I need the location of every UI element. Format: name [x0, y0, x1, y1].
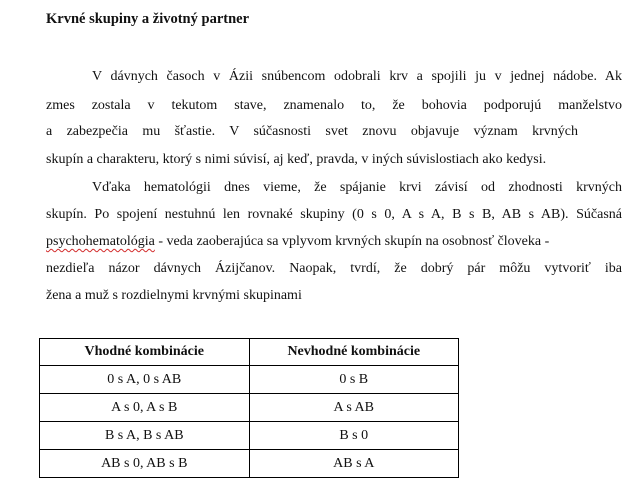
table-cell: AB s A — [249, 450, 459, 478]
table-row — [40, 422, 459, 450]
table-cell: 0 s A, 0 s AB — [40, 366, 250, 394]
table-cell: A s AB — [249, 394, 459, 422]
blood-combination-table — [39, 338, 459, 478]
table-cell: 0 s B — [249, 366, 459, 394]
paragraph2-line3-rest: - veda zaoberajúca sa vplyvom krvných skupín na osobnosť človeka - — [154, 234, 550, 249]
header-unsuitable: Nevhodné kombinácie — [249, 339, 459, 366]
paragraph2-line4: nezdieľa názor dávnych Ázijčanov. Naopak, tvrdí, že dobrý pár môžu vytvoriť iba — [46, 261, 622, 276]
table-row — [40, 366, 459, 394]
table-header-row — [40, 339, 459, 366]
paragraph2-line2: skupín. Po spojení nestuhnú len rovnaké skupiny (0 s 0, A s A, B s B, AB s AB). Súčasná — [46, 207, 622, 222]
table-cell: AB s 0, AB s B — [40, 450, 250, 478]
header-suitable: Vhodné kombinácie — [40, 339, 250, 366]
paragraph2-line3 — [46, 233, 549, 251]
paragraph1-line2: zmes zostala v tekutom stave, znamenalo to, že bohovia podporujú manželstvo — [46, 98, 622, 113]
paragraph1-line3: a zabezpečia mu šťastie. V súčasnosti svet znovu objavuje význam krvných — [46, 124, 578, 139]
paragraph1-line1: V dávnych časoch v Ázii snúbencom odobrali krv a spojili ju v jednej nádobe. Ak — [92, 69, 622, 84]
spellcheck-underlined-word: psychohematológia — [46, 234, 155, 249]
paragraph1-line4: skupín a charakteru, ktorý s nimi súvisí, aj keď, pravda, v iných súvislostiach ako kedysi. — [46, 152, 547, 167]
table-cell: B s A, B s AB — [40, 422, 250, 450]
table-cell: B s 0 — [249, 422, 459, 450]
table-row — [40, 394, 459, 422]
paragraph2-line5: žena a muž s rozdielnymi krvnými skupinami — [46, 288, 302, 303]
document-title: Krvné skupiny a životný partner — [46, 11, 250, 27]
table-cell: A s 0, A s B — [40, 394, 250, 422]
table-row — [40, 450, 459, 478]
paragraph2-line1: Vďaka hematológii dnes vieme, že spájanie krvi závisí od zhodnosti krvných — [92, 180, 622, 195]
